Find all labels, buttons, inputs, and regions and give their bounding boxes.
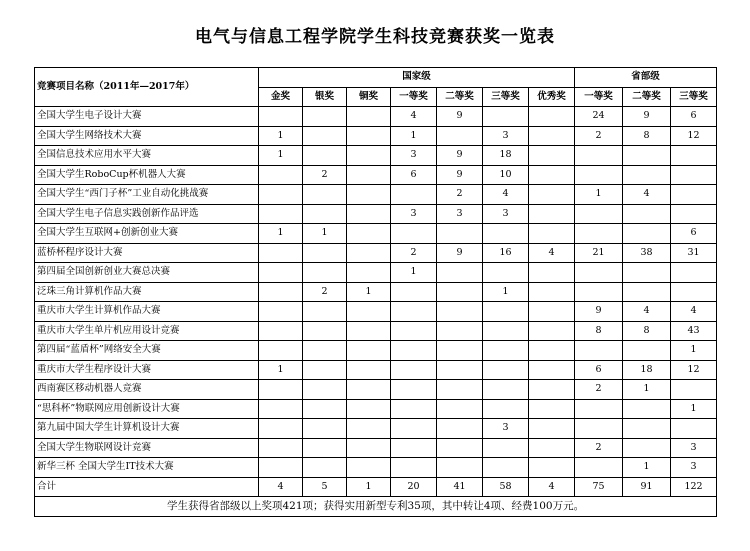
- award-count: [575, 224, 623, 244]
- award-count: [437, 341, 483, 361]
- column-header: 银奖: [303, 87, 347, 107]
- footer-row: [35, 497, 717, 517]
- award-count: [347, 399, 391, 419]
- award-count: [671, 146, 717, 166]
- award-count: [623, 204, 671, 224]
- award-count: 2: [303, 165, 347, 185]
- award-count: 31: [671, 243, 717, 263]
- award-count: [529, 419, 575, 439]
- award-count: 1: [391, 126, 437, 146]
- table-row: [35, 165, 717, 185]
- award-count: [529, 380, 575, 400]
- award-count: [303, 341, 347, 361]
- award-count: [671, 165, 717, 185]
- award-count: [483, 438, 529, 458]
- table-row: [35, 282, 717, 302]
- table-row: [35, 438, 717, 458]
- award-count: [529, 438, 575, 458]
- award-count: [303, 458, 347, 478]
- award-count: [623, 419, 671, 439]
- award-count: [575, 282, 623, 302]
- award-count: 1: [623, 458, 671, 478]
- award-count: 1: [347, 282, 391, 302]
- table-row: [35, 321, 717, 341]
- award-count: 8: [623, 126, 671, 146]
- award-count: 1: [483, 282, 529, 302]
- award-count: 1: [391, 263, 437, 283]
- column-header: 铜奖: [347, 87, 391, 107]
- award-count: 3: [391, 146, 437, 166]
- table-row: [35, 126, 717, 146]
- award-count: [575, 399, 623, 419]
- column-header: 一等奖: [391, 87, 437, 107]
- award-count: [259, 107, 303, 127]
- award-count: 3: [391, 204, 437, 224]
- column-header: 优秀奖: [529, 87, 575, 107]
- award-count: 3: [437, 204, 483, 224]
- award-count: 3: [483, 204, 529, 224]
- award-count: 8: [623, 321, 671, 341]
- award-count: [483, 302, 529, 322]
- award-count: [347, 146, 391, 166]
- competition-name: 全国大学生电子设计大赛: [35, 107, 259, 127]
- award-count: 4: [529, 477, 575, 497]
- award-count: [259, 282, 303, 302]
- award-count: [623, 263, 671, 283]
- header-row-1: [35, 68, 717, 88]
- award-count: [391, 438, 437, 458]
- award-count: [303, 185, 347, 205]
- column-header: 金奖: [259, 87, 303, 107]
- award-count: [483, 380, 529, 400]
- table-row: [35, 399, 717, 419]
- award-count: [671, 204, 717, 224]
- award-count: 3: [483, 419, 529, 439]
- award-count: 1: [347, 477, 391, 497]
- award-count: [347, 204, 391, 224]
- award-count: 21: [575, 243, 623, 263]
- award-count: [391, 341, 437, 361]
- award-count: [529, 224, 575, 244]
- award-count: 38: [623, 243, 671, 263]
- award-count: [391, 419, 437, 439]
- award-count: 4: [623, 185, 671, 205]
- award-count: [575, 165, 623, 185]
- award-count: [483, 263, 529, 283]
- award-count: [529, 399, 575, 419]
- award-count: [259, 302, 303, 322]
- award-count: [347, 302, 391, 322]
- award-count: [529, 204, 575, 224]
- award-count: [623, 224, 671, 244]
- award-count: [671, 263, 717, 283]
- award-count: [575, 263, 623, 283]
- award-count: 3: [483, 126, 529, 146]
- table-row: [35, 360, 717, 380]
- award-count: [529, 185, 575, 205]
- table-row: [35, 380, 717, 400]
- award-count: [483, 321, 529, 341]
- award-count: [575, 341, 623, 361]
- award-count: 9: [437, 243, 483, 263]
- award-count: 18: [483, 146, 529, 166]
- award-count: [623, 146, 671, 166]
- award-count: 3: [671, 458, 717, 478]
- award-count: [623, 438, 671, 458]
- column-header: 三等奖: [671, 87, 717, 107]
- column-group-provincial: 省部级: [575, 68, 717, 88]
- table-row: [35, 243, 717, 263]
- award-count: [259, 165, 303, 185]
- competition-name: “思科杯”物联网应用创新设计大赛: [35, 399, 259, 419]
- award-count: [391, 458, 437, 478]
- award-count: [303, 419, 347, 439]
- award-count: [671, 185, 717, 205]
- competition-name: 合计: [35, 477, 259, 497]
- award-count: 4: [529, 243, 575, 263]
- competition-name: 全国大学生电子信息实践创新作品评选: [35, 204, 259, 224]
- award-count: [303, 146, 347, 166]
- award-count: [437, 224, 483, 244]
- award-count: [671, 380, 717, 400]
- award-count: 1: [671, 341, 717, 361]
- award-count: [259, 399, 303, 419]
- award-count: 9: [575, 302, 623, 322]
- competition-name: 全国大学生网络技术大赛: [35, 126, 259, 146]
- award-count: 2: [575, 380, 623, 400]
- award-count: [391, 282, 437, 302]
- competition-name: 全国大学生互联网+创新创业大赛: [35, 224, 259, 244]
- award-count: 1: [259, 146, 303, 166]
- award-count: [529, 126, 575, 146]
- award-count: [259, 321, 303, 341]
- competition-name: 重庆市大学生程序设计大赛: [35, 360, 259, 380]
- award-count: [575, 204, 623, 224]
- award-count: 4: [483, 185, 529, 205]
- award-count: [671, 419, 717, 439]
- award-count: 24: [575, 107, 623, 127]
- page-title: 电气与信息工程学院学生科技竞赛获奖一览表: [195, 27, 555, 47]
- award-count: [303, 204, 347, 224]
- award-count: 9: [437, 165, 483, 185]
- award-count: [483, 360, 529, 380]
- award-count: [391, 224, 437, 244]
- award-count: [347, 126, 391, 146]
- competition-name: 全国信息技术应用水平大赛: [35, 146, 259, 166]
- award-count: 75: [575, 477, 623, 497]
- table-row: [35, 224, 717, 244]
- award-count: [483, 399, 529, 419]
- column-header-name: 竞赛项目名称（2011年—2017年）: [35, 68, 259, 107]
- column-group-national: 国家级: [259, 68, 575, 88]
- total-row: [35, 477, 717, 497]
- award-count: [437, 360, 483, 380]
- award-count: 6: [391, 165, 437, 185]
- award-count: 18: [623, 360, 671, 380]
- award-count: [529, 302, 575, 322]
- competition-name: 重庆市大学生计算机作品大赛: [35, 302, 259, 322]
- award-count: [347, 438, 391, 458]
- award-count: 3: [671, 438, 717, 458]
- award-count: 6: [671, 224, 717, 244]
- award-count: 6: [575, 360, 623, 380]
- award-count: [259, 263, 303, 283]
- award-count: [575, 419, 623, 439]
- table-row: [35, 419, 717, 439]
- competition-name: 第四届“蓝盾杯”网络安全大赛: [35, 341, 259, 361]
- award-count: [347, 341, 391, 361]
- award-count: [437, 321, 483, 341]
- competition-name: 全国大学生RoboCup杯机器人大赛: [35, 165, 259, 185]
- table-row: [35, 204, 717, 224]
- award-count: [347, 380, 391, 400]
- award-count: [347, 243, 391, 263]
- table-row: [35, 146, 717, 166]
- award-count: [303, 399, 347, 419]
- award-count: [259, 204, 303, 224]
- column-header: 三等奖: [483, 87, 529, 107]
- summary-note: 学生获得省部级以上奖项421项；获得实用新型专利35项，其中转让4项、经费100万元。: [35, 497, 717, 517]
- award-count: [347, 419, 391, 439]
- award-count: 8: [575, 321, 623, 341]
- award-count: [259, 438, 303, 458]
- competition-name: 蓝桥杯程序设计大赛: [35, 243, 259, 263]
- award-count: [347, 321, 391, 341]
- award-count: [303, 263, 347, 283]
- award-count: 1: [623, 380, 671, 400]
- award-count: [347, 107, 391, 127]
- table-row: [35, 263, 717, 283]
- competition-name: 全国大学生物联网设计竞赛: [35, 438, 259, 458]
- award-count: [529, 341, 575, 361]
- award-count: [391, 380, 437, 400]
- award-count: [529, 282, 575, 302]
- award-count: [259, 243, 303, 263]
- award-count: [671, 282, 717, 302]
- award-count: [347, 458, 391, 478]
- award-count: 1: [259, 224, 303, 244]
- award-count: 10: [483, 165, 529, 185]
- award-count: 4: [671, 302, 717, 322]
- competition-name: 西南赛区移动机器人竞赛: [35, 380, 259, 400]
- award-count: [437, 282, 483, 302]
- award-count: [391, 302, 437, 322]
- award-count: [259, 380, 303, 400]
- award-count: [303, 438, 347, 458]
- award-count: 2: [303, 282, 347, 302]
- award-count: [529, 263, 575, 283]
- award-count: [303, 126, 347, 146]
- award-count: 16: [483, 243, 529, 263]
- table-row: [35, 458, 717, 478]
- table-row: [35, 185, 717, 205]
- competition-name: 第九届中国大学生计算机设计大赛: [35, 419, 259, 439]
- awards-table: [34, 67, 717, 517]
- award-count: 1: [303, 224, 347, 244]
- award-count: 1: [259, 126, 303, 146]
- award-count: [483, 107, 529, 127]
- table-row: [35, 107, 717, 127]
- award-count: [437, 399, 483, 419]
- award-count: [347, 224, 391, 244]
- award-count: 2: [391, 243, 437, 263]
- column-header: 二等奖: [437, 87, 483, 107]
- award-count: [391, 399, 437, 419]
- award-count: [623, 399, 671, 419]
- award-count: 6: [671, 107, 717, 127]
- award-count: [303, 107, 347, 127]
- award-count: [391, 360, 437, 380]
- award-count: [529, 360, 575, 380]
- award-count: 43: [671, 321, 717, 341]
- award-count: [259, 419, 303, 439]
- award-count: [303, 380, 347, 400]
- award-count: 1: [575, 185, 623, 205]
- award-count: [347, 263, 391, 283]
- award-count: [259, 341, 303, 361]
- award-count: 58: [483, 477, 529, 497]
- award-count: [483, 224, 529, 244]
- award-count: [483, 458, 529, 478]
- award-count: [259, 458, 303, 478]
- award-count: 12: [671, 126, 717, 146]
- award-count: 9: [437, 146, 483, 166]
- award-count: [303, 302, 347, 322]
- award-count: [303, 360, 347, 380]
- award-count: [623, 165, 671, 185]
- award-count: 4: [391, 107, 437, 127]
- award-count: 2: [437, 185, 483, 205]
- award-count: [575, 146, 623, 166]
- award-count: [529, 458, 575, 478]
- award-count: [437, 458, 483, 478]
- award-count: 91: [623, 477, 671, 497]
- award-count: [303, 243, 347, 263]
- award-count: 2: [575, 438, 623, 458]
- competition-name: 第四届全国创新创业大赛总决赛: [35, 263, 259, 283]
- award-count: [623, 282, 671, 302]
- award-count: [437, 126, 483, 146]
- competition-name: 新华三杯 全国大学生IT技术大赛: [35, 458, 259, 478]
- award-count: 9: [437, 107, 483, 127]
- award-count: 5: [303, 477, 347, 497]
- award-count: [623, 341, 671, 361]
- competition-name: 全国大学生“西门子杯”工业自动化挑战赛: [35, 185, 259, 205]
- award-count: [437, 302, 483, 322]
- column-header: 二等奖: [623, 87, 671, 107]
- award-count: 2: [575, 126, 623, 146]
- award-count: [529, 107, 575, 127]
- award-count: 9: [623, 107, 671, 127]
- award-count: 12: [671, 360, 717, 380]
- award-count: [529, 321, 575, 341]
- award-count: 4: [259, 477, 303, 497]
- competition-name: 泛珠三角计算机作品大赛: [35, 282, 259, 302]
- award-count: 41: [437, 477, 483, 497]
- award-count: [437, 380, 483, 400]
- award-count: [575, 458, 623, 478]
- competition-name: 重庆市大学生单片机应用设计竞赛: [35, 321, 259, 341]
- award-count: 122: [671, 477, 717, 497]
- award-count: [437, 438, 483, 458]
- award-count: [529, 165, 575, 185]
- award-count: [347, 360, 391, 380]
- award-count: [437, 419, 483, 439]
- award-count: [529, 146, 575, 166]
- award-count: [483, 341, 529, 361]
- award-count: 1: [259, 360, 303, 380]
- award-count: 1: [671, 399, 717, 419]
- award-count: [391, 321, 437, 341]
- award-count: [437, 263, 483, 283]
- award-count: [303, 321, 347, 341]
- table-row: [35, 341, 717, 361]
- award-count: 4: [623, 302, 671, 322]
- award-count: [391, 185, 437, 205]
- award-count: [259, 185, 303, 205]
- column-header: 一等奖: [575, 87, 623, 107]
- table-row: [35, 302, 717, 322]
- award-count: 20: [391, 477, 437, 497]
- table-body: [35, 107, 717, 497]
- award-count: [347, 185, 391, 205]
- award-count: [347, 165, 391, 185]
